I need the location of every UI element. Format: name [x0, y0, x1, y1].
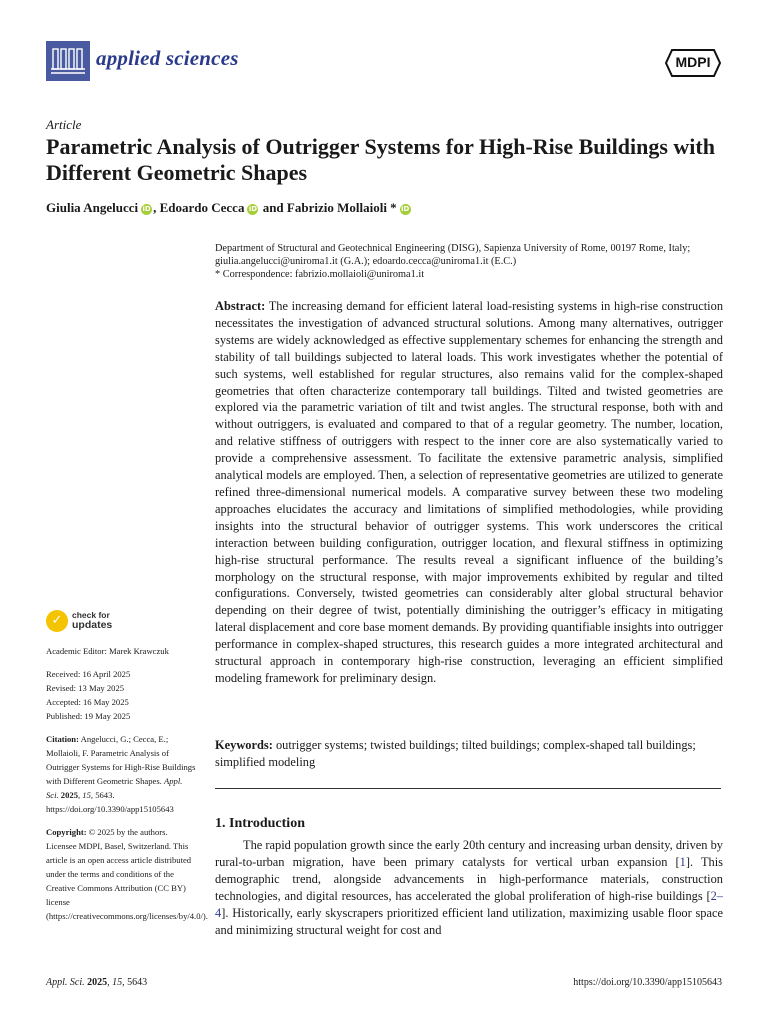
footer-doi-link[interactable]: https://doi.org/10.3390/app15105643 [573, 977, 722, 988]
author-name[interactable]: Fabrizio Mollaioli * [286, 200, 397, 215]
orcid-icon[interactable]: iD [401, 205, 410, 213]
academic-editor: Academic Editor: Marek Krawczuk [46, 646, 169, 656]
footer-journal: Appl. Sci. 2025, 15, 5643 [46, 977, 148, 988]
affiliation-block [215, 242, 725, 281]
footer-year: 2025 [87, 977, 108, 988]
citation-block [46, 732, 196, 816]
keywords-label: Keywords: [215, 738, 273, 752]
applied-sciences-logo-icon [46, 41, 90, 81]
abstract-label: Abstract: [215, 299, 266, 313]
footer-volume: 15 [112, 977, 123, 988]
citation-journal: Appl. Sci. [46, 776, 183, 800]
author-name[interactable]: Giulia Angelucci [46, 200, 139, 215]
received-date: Received: 16 April 2025 [46, 669, 131, 679]
abstract [215, 298, 723, 687]
copyright-block [46, 825, 208, 923]
citation-text: Angelucci, G.; Cecca, E.; Mollaioli, F. Parametric Analysis of Outrigger Systems for High-Rise Buildings with Different Geometric Shapes. [46, 734, 196, 786]
affiliation-line: Department of Structural and Geotechnical Engineering (DISG), Sapienza University of Rome, 00197 Rome, Italy; [215, 243, 691, 254]
footer-article-number: , 5643 [122, 977, 148, 988]
section-divider [215, 788, 721, 789]
correspondence-line[interactable]: * Correspondence: fabrizio.mollaioli@uniroma1.it [215, 269, 425, 280]
page-title: Parametric Analysis of Outrigger Systems for High-Rise Buildings with Different Geometric Shapes [46, 134, 715, 185]
mdpi-logo-text: MDPI [675, 54, 711, 70]
revised-date: Revised: 13 May 2025 [46, 683, 125, 693]
article-type: Article [46, 117, 82, 132]
author-separator: and [259, 200, 287, 215]
affiliation-emails[interactable]: giulia.angelucci@uniroma1.it (G.A.); edoardo.cecca@uniroma1.it (E.C.) [215, 256, 517, 267]
accepted-date: Accepted: 16 May 2025 [46, 697, 129, 707]
orcid-icon[interactable]: iD [248, 205, 258, 213]
orcid-icon[interactable]: iD [142, 205, 151, 213]
citation-link[interactable]: 2–4 [215, 889, 723, 920]
intro-text: ]. This demographic trend, alongside advancements in high-performance materials, construction technologies, and digital resources, has accelerated the global proliferation of high-rise buildings [ [215, 855, 723, 903]
check-for-updates-label [72, 611, 112, 631]
citation-volume: , 15, [78, 790, 94, 800]
check-for-updates-icon: ✓ [46, 610, 68, 632]
introduction-paragraph [215, 837, 723, 939]
abstract-text: The increasing demand for efficient lateral load-resisting systems in high-rise construction necessitates the investigation of advanced structural solutions. Among many alternatives, outrigger systems are widely acknowledged as effective supplementary schemes for enhancing the strength and stability of tall buildings subjected to lateral loads. This work investigates whether the potential of such systems, well established for regular structures, also remains valid for the complex-shaped geometries that often characterize contemporary tall buildings. Tilted and twisted geometries are explored via the parametric variation of tilt and twist angles. The structural response, both with and without outriggers, is evaluated and compared to that of a regular geometry. The number, location, and relative stiffness of outriggers with respect to the inner core are also systematically varied to provide a comprehensive assessment. To facilitate the extensive parametric analysis, simplified analytical models are employed. Then, a selection of representative geometries are utilized to generate refined three-dimensional numerical models. A comparative survey between these two modeling approaches elucidates the accuracy and limitations of simplified methodologies, while providing insights into the structural behavior of outrigger systems. This work underscores the critical interaction between building configuration, outrigger location, and flexural stiffness in optimizing high-rise structural performance. The results reveal a significant influence of the building’s morphology on the structural response, with major improvements exhibited by regular and tilted configurations. Conversely, twisted geometries can considerably alter global structural behavior depending on their degree of twist, potentially diminishing the outrigger’s efficacy in mitigating lateral displacement and core base moment demands. By providing quantifiable insights into outrigger performance in complex-shaped structures, this research guides a more integrated architectural and structural approach in contemporary high-rise construction, leveraging an efficient simplified modeling framework for preliminary design. [215, 299, 724, 685]
keywords-text: outrigger systems; twisted buildings; tilted buildings; complex-shaped tall buildings; simplified modeling [215, 738, 696, 769]
citation-doi[interactable]: 5643. https://doi.org/10.3390/app15105643 [46, 790, 174, 814]
keywords [215, 737, 723, 771]
copyright-label: Copyright: [46, 827, 87, 837]
journal-logo-icon [46, 41, 90, 81]
section-heading-introduction: 1. Introduction [215, 816, 305, 831]
intro-text: The rapid population growth since the early 20th century and increasing urban density, driven by rural-to-urban migration, have been primary catalysts for vertical urban expansion [ [215, 838, 723, 869]
mdpi-logo [664, 48, 722, 83]
author-list [46, 200, 412, 216]
check-line: check for [72, 610, 110, 620]
check-for-updates-button[interactable] [46, 610, 196, 632]
copyright-text: © 2025 by the authors. Licensee MDPI, Basel, Switzerland. This article is an open access article distributed under the terms and conditions of the Creative Commons Attribution (CC BY) license (https://creativecommons.org/licenses/by/4.0/). [46, 827, 208, 921]
citation-link[interactable]: 1 [679, 855, 686, 869]
article-sidebar [46, 610, 208, 923]
author-name[interactable]: Edoardo Cecca [159, 200, 245, 215]
author-separator: , [153, 200, 160, 215]
journal-name: applied sciences [96, 46, 239, 70]
citation-year: 2025 [58, 790, 78, 800]
footer-journal-abbr: Appl. Sci. [46, 977, 85, 988]
published-date: Published: 19 May 2025 [46, 711, 131, 721]
check-line: updates [72, 619, 113, 631]
citation-label: Citation: [46, 734, 79, 744]
intro-text: ]. Historically, early skyscrapers prioritized efficient land utilization, maximizing usable floor space and minimizing structural weight for cost and [215, 906, 723, 937]
